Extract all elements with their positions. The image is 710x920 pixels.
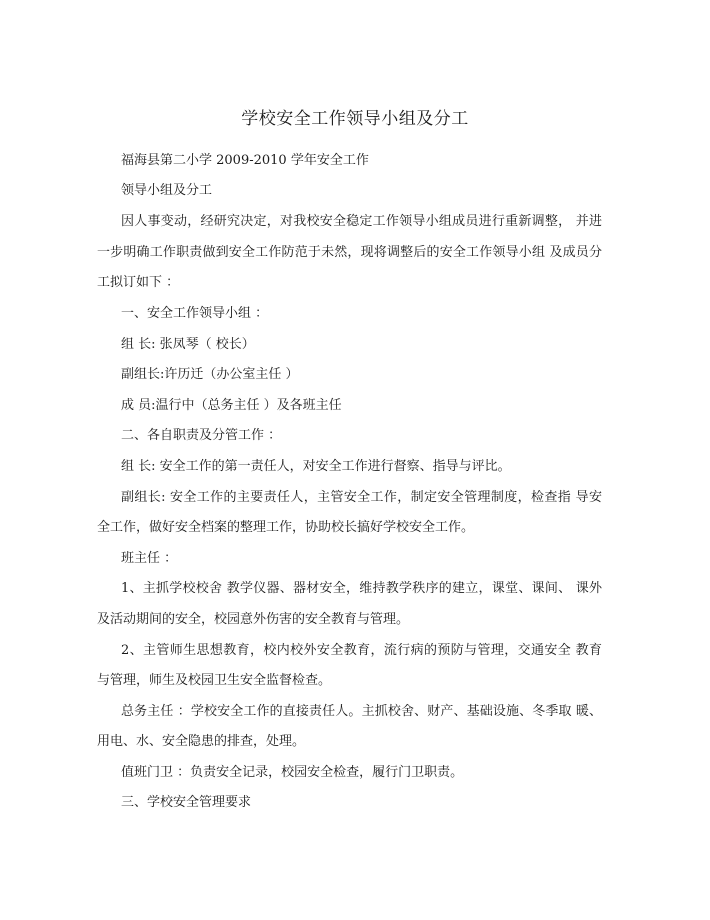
paragraph-line: 一步明确工作职责做到安全工作防范于未然，现将调整后的安全工作领导小组 及成员分 [97, 245, 602, 260]
leader-duty-line: 组 长: 安全工作的第一责任人，对安全工作进行督察、指导与评比。 [121, 459, 511, 474]
school-year-line: 福海县第二小学 2009-2010 学年安全工作 [121, 153, 369, 168]
deputy-leader-line: 副组长:许历迁（办公室主任 ） [121, 367, 299, 382]
members-line: 成 员:温行中（总务主任 ）及各班主任 [121, 398, 342, 413]
paragraph-line: 1、主抓学校校舍 教学仪器、器材安全，维持教学秩序的建立，课堂、课间、 课外 [121, 581, 602, 596]
subtitle-line: 领导小组及分工 [121, 183, 213, 198]
paragraph-line: 2、主管师生思想教育，校内校外安全教育，流行病的预防与管理，交通安全 教育 [121, 643, 602, 658]
paragraph-line: 工拟订如下 ： [97, 275, 180, 290]
class-teacher-heading: 班主任 ： [121, 551, 178, 566]
section-heading-3: 三、学校安全管理要求 [121, 795, 252, 810]
paragraph-line: 与管理，师生及校园卫生安全监督检查。 [97, 673, 332, 688]
guard-duty-line: 值班门卫 ：负责安全记录，校园安全检查，履行门卫职责。 [121, 765, 464, 780]
section-heading-1: 一、安全工作领导小组 ： [121, 306, 269, 321]
section-heading-2: 二、各自职责及分管工作 ： [121, 428, 282, 443]
paragraph-line: 副组长: 安全工作的主要责任人，主管安全工作，制定安全管理制度，检查指 导安 [121, 490, 602, 505]
paragraph-line: 及活动期间的安全，校园意外伤害的安全教育与管理。 [97, 612, 410, 627]
document-title: 学校安全工作领导小组及分工 [241, 109, 469, 129]
paragraph-line: 总务主任 ：学校安全工作的直接责任人。主抓校舍、财产、基础设施、冬季取 暖、 [121, 704, 602, 719]
paragraph-line: 全工作，做好安全档案的整理工作，协助校长搞好学校安全工作。 [97, 520, 475, 535]
leader-line: 组 长: 张凤琴（ 校长） [121, 337, 255, 352]
paragraph-line: 用电、水、安全隐患的排查，处理。 [97, 734, 306, 749]
paragraph-line: 因人事变动，经研究决定，对我校安全稳定工作领导小组成员进行重新调整， 并进 [121, 214, 602, 229]
